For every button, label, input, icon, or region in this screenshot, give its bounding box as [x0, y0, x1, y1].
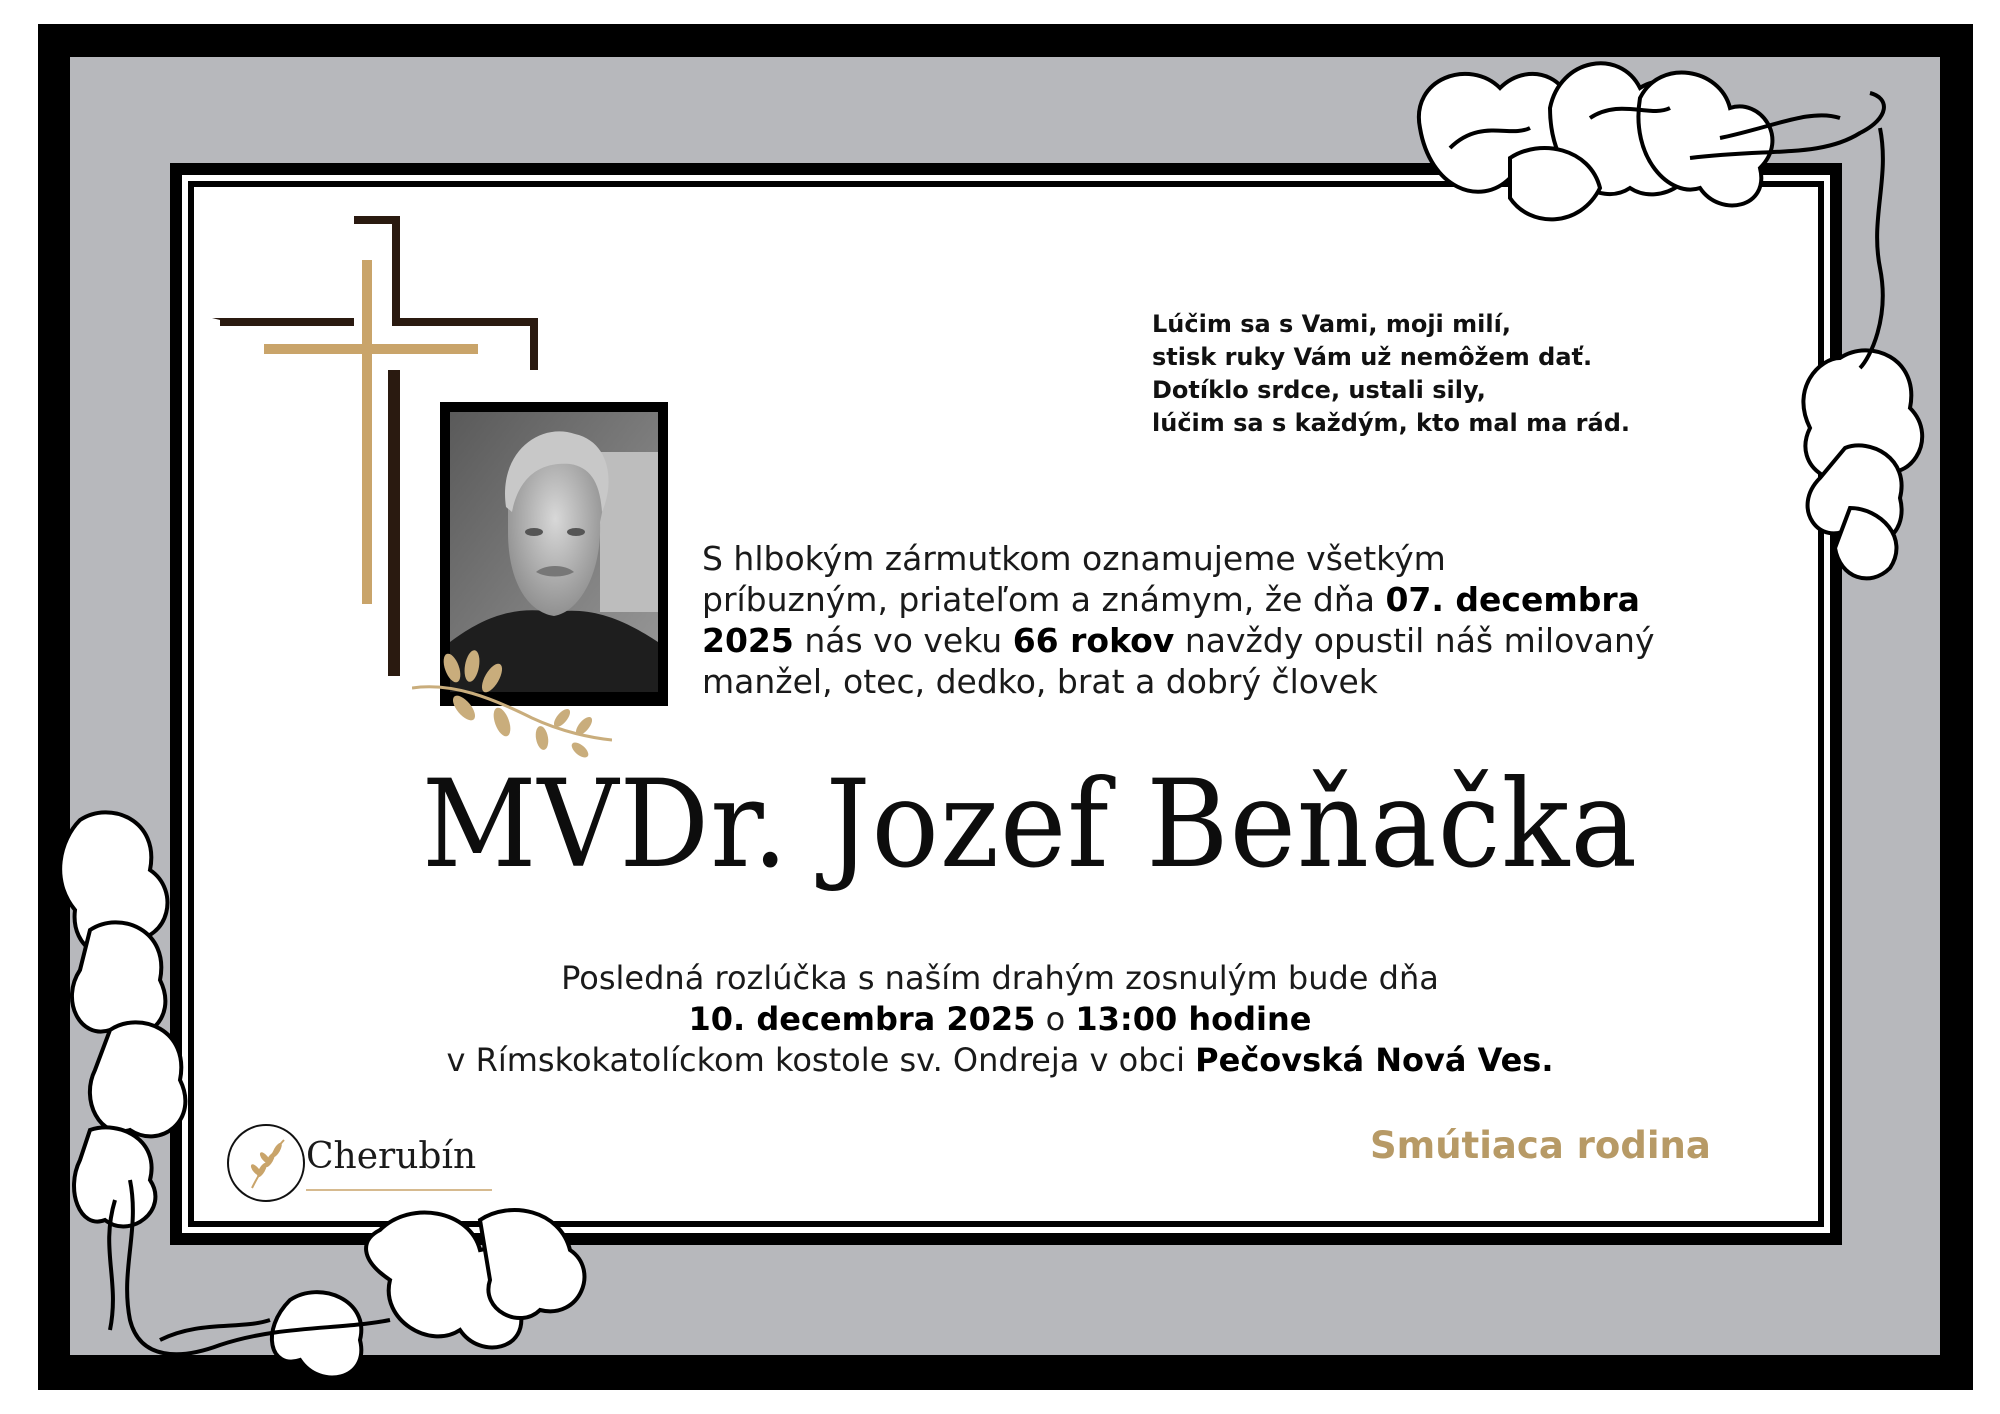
funeral-village: Pečovská Nová Ves. [1195, 1041, 1554, 1079]
funeral-line [0, 999, 2000, 1040]
funeral-line: Posledná rozlúčka s naším drahým zosnulým bude dňa [561, 959, 1439, 997]
death-announcement [702, 538, 1722, 702]
signature: Smútiaca rodina [1370, 1124, 1711, 1167]
announcement-text: príbuzným, priateľom a známym, že dňa [702, 580, 1386, 619]
funeral-time: 13:00 hodine [1075, 1000, 1312, 1038]
funeral-info [0, 958, 2000, 1081]
poem [1152, 308, 1752, 440]
funeral-location: v Rímskokatolíckom kostole sv. Ondreja v obci [446, 1041, 1196, 1079]
announcement-text: navždy opustil náš milovaný [1174, 621, 1655, 660]
announcement-line [702, 620, 1722, 661]
poem-line: lúčim sa s každým, kto mal ma rád. [1152, 409, 1630, 437]
poem-line: Lúčim sa s Vami, moji milí, [1152, 310, 1511, 338]
brand-name: Cherubín [306, 1136, 477, 1177]
funeral-connector: o [1035, 1000, 1076, 1038]
announcement-line: S hlbokým zármutkom oznamujeme všetkým [702, 539, 1446, 578]
deceased-name-text: MVDr. Jozef Beňačka [421, 754, 1639, 896]
death-year: 2025 [702, 621, 794, 660]
funeral-date: 10. decembra 2025 [688, 1000, 1036, 1038]
leaf-branch-icon [412, 648, 612, 758]
deceased-name [0, 754, 2000, 896]
announcement-line: manžel, otec, dedko, brat a dobrý človek [702, 662, 1378, 701]
poem-line: Dotíklo srdce, ustali sily, [1152, 376, 1486, 404]
age: 66 rokov [1012, 621, 1175, 660]
funeral-line [0, 1040, 2000, 1081]
announcement-line [702, 579, 1722, 620]
death-date: 07. decembra [1385, 580, 1640, 619]
poem-line: stisk ruky Vám už nemôžem dať. [1152, 343, 1593, 371]
announcement-text: nás vo veku [793, 621, 1013, 660]
